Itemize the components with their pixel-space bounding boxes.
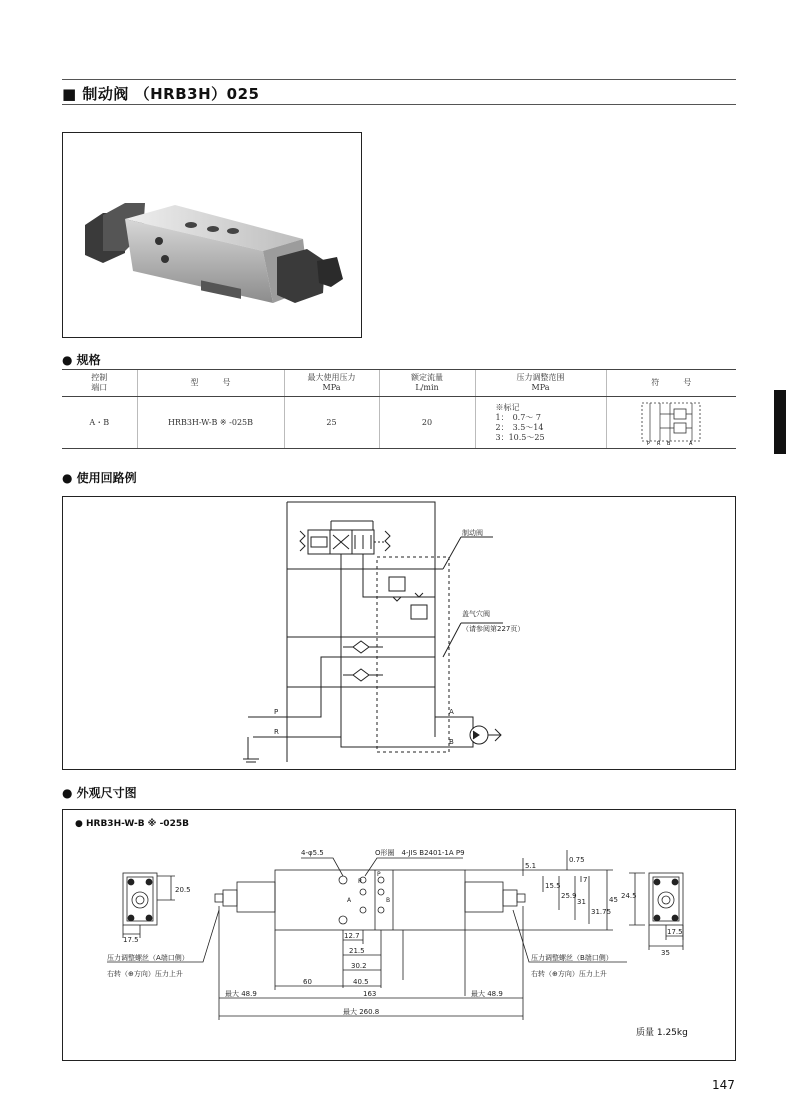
- dim-17-5-left: 17.5: [123, 936, 139, 944]
- cell-model: HRB3H-W-B ※ -025B: [137, 397, 284, 449]
- symbol-label-a: A: [689, 440, 693, 445]
- check-valve-1: [353, 641, 369, 653]
- port-label-r: R: [358, 878, 363, 885]
- dim-5-1: 5.1: [525, 862, 537, 870]
- dim-25-9: 25.9: [561, 892, 577, 900]
- label-ref-page: （请参阅第227页）: [462, 625, 525, 633]
- dim-7: 7: [583, 876, 588, 884]
- label-r: R: [274, 728, 279, 736]
- cell-symbol: [606, 397, 736, 449]
- label-p: P: [274, 708, 279, 716]
- callout-holes: 4-φ5.5: [301, 849, 324, 857]
- dim-163: 163: [363, 990, 377, 998]
- spec-heading: ● 规格: [62, 353, 101, 367]
- dim-260-8: 最大 260.8: [343, 1008, 380, 1016]
- spec-table: [62, 369, 736, 449]
- symbol-label-p: P: [647, 440, 651, 445]
- solenoid-coil: [311, 537, 327, 547]
- dim-12-7: 12.7: [344, 932, 360, 940]
- col-range: 压力调整范围 MPa: [475, 370, 606, 397]
- port-label-p: P: [377, 871, 381, 878]
- callout-oring: O形圈 4-JIS B2401-1A P9: [375, 849, 465, 857]
- page-number: 147: [712, 1078, 735, 1092]
- dim-31-75: 31.75: [591, 908, 612, 916]
- valve-illustration: [63, 133, 361, 337]
- dimension-svg: [63, 810, 735, 1060]
- port-label-a: A: [347, 897, 352, 904]
- dim-24-5: 24.5: [621, 892, 637, 900]
- relief-valve-2: [411, 605, 427, 619]
- spec-data-row: [62, 397, 736, 449]
- label-b: B: [449, 738, 454, 746]
- callout-adjust-b-dir: 右转（⊕方向）压力上升: [531, 970, 607, 978]
- relief-valve-1: [389, 577, 405, 591]
- dim-30-2: 30.2: [351, 962, 367, 970]
- brake-valve-boundary: [377, 557, 449, 752]
- dim-60: 60: [303, 978, 312, 986]
- end-view-left-port-icon: [132, 892, 148, 908]
- dim-21-5: 21.5: [349, 947, 365, 955]
- dim-48-9-left: 最大 48.9: [225, 990, 257, 998]
- dim-17-5-right: 17.5: [667, 928, 683, 936]
- cell-port: A・B: [62, 397, 137, 449]
- dim-20-5: 20.5: [175, 886, 191, 894]
- dimension-drawing: [62, 809, 736, 1061]
- dim-48-9-right: 最大 48.9: [471, 990, 503, 998]
- label-a: A: [449, 708, 454, 716]
- symbol-label-b: B: [667, 440, 671, 445]
- port-label-b: B: [386, 897, 391, 904]
- circuit-heading: ● 使用回路例: [62, 471, 137, 485]
- title-bar: [62, 79, 736, 105]
- hydraulic-symbol-icon: [636, 399, 706, 445]
- dim-35: 35: [661, 949, 670, 957]
- valve-body-front: [275, 870, 465, 930]
- left-adjuster: [237, 882, 275, 912]
- dim-15-5: 15.5: [545, 882, 561, 890]
- model-heading: ● HRB3H-W-B ※ -025B: [75, 819, 189, 829]
- callout-adjust-a: 压力调整螺丝（A端口侧）: [107, 954, 189, 962]
- side-tab: [774, 390, 786, 454]
- spring-left: [300, 531, 305, 551]
- check-valve-2: [353, 669, 369, 681]
- cell-pressure: 25: [284, 397, 379, 449]
- tank-symbol: [243, 737, 259, 762]
- weight-label: 质量 1.25kg: [636, 1028, 688, 1038]
- end-view-right-port-icon: [658, 892, 674, 908]
- dim-0-75: 0.75: [569, 856, 585, 864]
- col-port: 控制 端口: [62, 370, 137, 397]
- spec-header-row: [62, 370, 736, 397]
- circuit-diagram: [62, 496, 736, 770]
- circuit-svg: [63, 497, 735, 769]
- callout-adjust-a-dir: 右转（⊕方向）压力上升: [107, 970, 183, 978]
- dim-31: 31: [577, 898, 586, 906]
- label-vent-plate: 盖气穴阀: [462, 610, 490, 618]
- col-flow: 额定流量 L/min: [379, 370, 475, 397]
- symbol-label-r: R: [657, 440, 661, 445]
- dim-40-5: 40.5: [353, 978, 369, 986]
- dimensions-heading: ● 外观尺寸图: [62, 786, 137, 800]
- cell-flow: 20: [379, 397, 475, 449]
- dim-45: 45: [609, 896, 618, 904]
- product-photo: [62, 132, 362, 338]
- page-title: ■ 制动阀 （HRB3H）025: [62, 85, 260, 103]
- label-brake-valve: 制动阀: [462, 529, 483, 537]
- right-adjuster: [465, 882, 503, 912]
- col-symbol: 符 号: [606, 370, 736, 397]
- cell-range: ※标记 1： 0.7～ 7 2： 3.5～14 3：10.5～25: [475, 397, 606, 449]
- spring-right: [385, 531, 390, 551]
- callout-adjust-b: 压力调整螺丝（B端口侧）: [531, 954, 613, 962]
- col-model: 型 号: [137, 370, 284, 397]
- col-pressure: 最大使用压力 MPa: [284, 370, 379, 397]
